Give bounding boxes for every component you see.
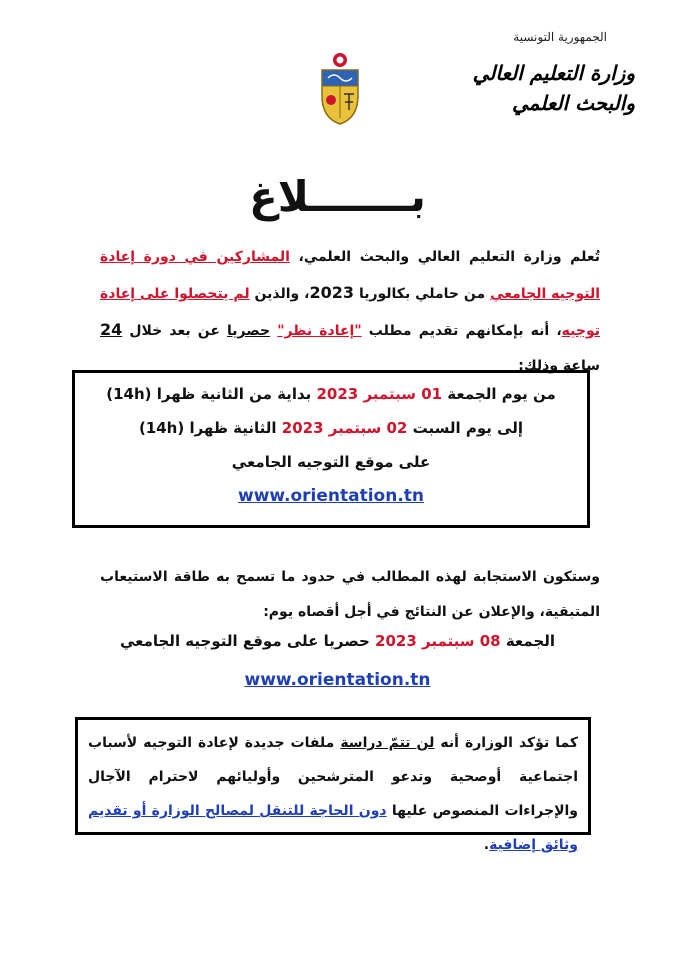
results-date-line [0, 632, 675, 650]
end-time: (14h) [138, 419, 185, 437]
link-line [75, 479, 587, 513]
ministry-name [435, 58, 635, 118]
highlight-no-study: لن تتمّ دراسة [340, 735, 435, 751]
start-date-line [75, 377, 587, 411]
text-segment: ملفات جديدة لإعادة التوجيه لأسباب اجتماعية أوصحية وتدعو المترشحين وأوليائهم لاحترام الآجال والإجراءات المنصوص عليها [88, 735, 578, 819]
start-date: 01 سبتمبر 2023 [316, 385, 443, 403]
hours-count: 24 [100, 320, 123, 339]
text-segment: . [483, 837, 490, 853]
notice-box [75, 717, 591, 853]
text-segment: تُعلم وزارة التعليم العالي والبحث العلمي، [289, 249, 600, 265]
bac-year: 2023 [309, 283, 355, 302]
start-time: (14h) [106, 385, 152, 403]
ministry-name-line2: والبحث العلمي [511, 91, 635, 115]
results-date: 08 سبتمبر 2023 [375, 632, 501, 650]
results-link-line [0, 670, 675, 690]
orientation-link-results[interactable]: www.orientation.tn [244, 670, 431, 690]
text-segment: بداية من الثانية ظهرا [151, 385, 317, 403]
ministry-name-line1: وزارة التعليم العالي [472, 61, 635, 85]
highlight-review-request: "إعادة نظر" [277, 323, 362, 339]
highlight-exclusively: حصريا [227, 323, 271, 339]
site-line: على موقع التوجيه الجامعي [231, 453, 431, 471]
tunisia-coat-of-arms-icon [318, 52, 362, 126]
text-segment: إلى يوم السبت [407, 419, 524, 437]
highlight-participants: المشاركين في دورة إعادة التوجيه الجامعي [100, 249, 601, 302]
highlight-no-travel: دون الحاجة للتنقل لمصالح الوزارة أو تقديم وثائق إضافية [88, 803, 578, 853]
text-segment: من يوم الجمعة [442, 385, 556, 403]
deadline-box [72, 370, 590, 528]
announcement-title: بـــــــلاغ [249, 172, 426, 221]
text-segment: من حاملي بكالوريا [354, 286, 491, 302]
text-segment: حصريا على موقع التوجيه الجامعي [119, 632, 376, 650]
orientation-link[interactable]: www.orientation.tn [237, 486, 425, 506]
text-segment: الثانية ظهرا [184, 419, 282, 437]
text-segment: ، والذين [249, 286, 310, 302]
text-segment: ، أنه بإمكانهم تقديم مطلب [361, 323, 562, 339]
ministry-header [435, 30, 635, 118]
results-paragraph: وستكون الاستجابة لهذه المطالب في حدود ما تسمح به طاقة الاستيعاب المتبقية، والإعلان عن النتائج في أجل أقصاه يوم: [100, 569, 600, 620]
text-segment: كما تؤكد الوزارة أنه [434, 735, 578, 751]
end-date: 02 سبتمبر 2023 [281, 419, 408, 437]
intro-paragraph [100, 240, 600, 384]
highlight-no-reorientation: لم يتحصلوا على إعادة توجيه [100, 286, 600, 339]
text-segment: عن بعد خلال [122, 323, 228, 339]
republic-name: الجمهورية التونسية [513, 30, 607, 44]
text-segment: ساعة وذلك: [518, 358, 600, 374]
end-date-line [75, 411, 587, 445]
text-segment: الجمعة [500, 632, 556, 650]
